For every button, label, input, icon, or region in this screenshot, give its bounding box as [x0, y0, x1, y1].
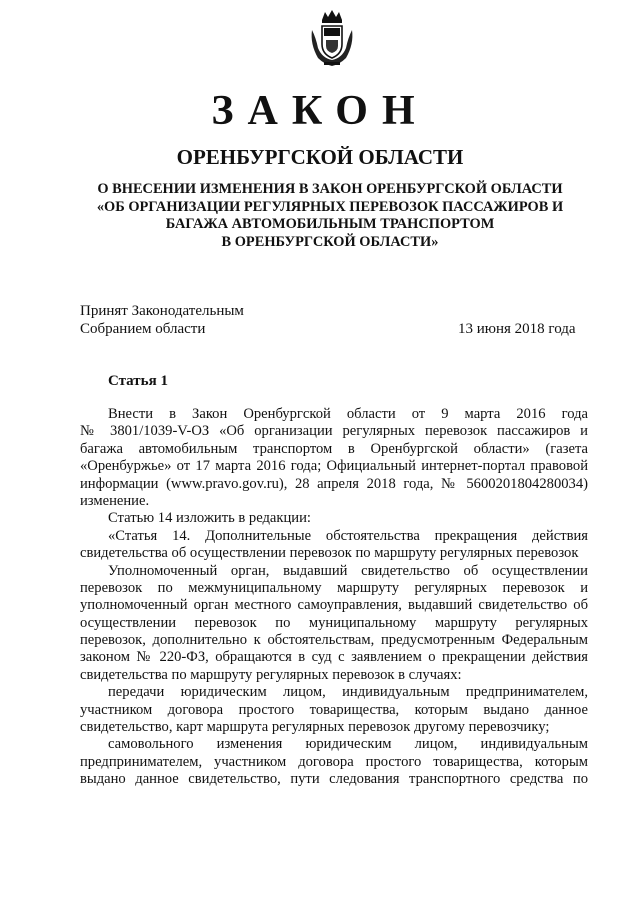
body-line: законом № 220-ФЗ, обращаются в суд с заявлением о прекращении действия	[80, 649, 588, 666]
body-line: передачи юридическим лицом, индивидуальным предпринимателем,	[108, 684, 588, 701]
body-line: самовольного изменения юридическим лицом, индивидуальным	[108, 736, 588, 753]
body-line: Статью 14 изложить в редакции:	[108, 510, 311, 527]
body-line: Уполномоченный орган, выдавший свидетельство об осуществлении	[108, 562, 588, 579]
body-line: № 3801/1039-V-ОЗ «Об организации регулярных перевозок пассажиров и	[80, 423, 588, 440]
body-line: «Статья 14. Дополнительные обстоятельства прекращения действия	[108, 527, 588, 544]
body-line: перевозок по межмуниципальному маршруту регулярных перевозок и	[80, 579, 588, 596]
orenburg-coat-of-arms-icon	[308, 8, 356, 68]
document-title: ЗАКОН	[211, 88, 429, 134]
region-title: ОРЕНБУРГСКОЙ ОБЛАСТИ	[176, 145, 464, 169]
body-line: свидетельства по маршруту регулярных перевозок в случаях:	[80, 666, 462, 683]
subtitle-line: О ВНЕСЕНИИ ИЗМЕНЕНИЯ В ЗАКОН ОРЕНБУРГСКОЙ ОБЛАСТИ	[97, 181, 563, 197]
subtitle-line: «ОБ ОРГАНИЗАЦИИ РЕГУЛЯРНЫХ ПЕРЕВОЗОК ПАССАЖИРОВ И	[96, 198, 564, 215]
adoption-block	[80, 302, 244, 338]
body-line: участником договора простого товарищества, которым выдано данное	[80, 701, 588, 718]
adoption-date: 13 июня 2018 года	[458, 321, 576, 337]
subtitle-line: БАГАЖА АВТОМОБИЛЬНЫМ ТРАНСПОРТОМ	[165, 216, 495, 232]
body-line: информации (www.pravo.gov.ru), 28 апреля 2018 года, № 5600201804280034)	[80, 475, 588, 492]
body-line: выдано данное свидетельство, пути следования транспортного средства по	[80, 771, 588, 788]
body-line: свидетельства об осуществлении перевозок по маршруту регулярных перевозок	[80, 545, 579, 562]
adoption-line: Принят Законодательным	[80, 303, 244, 319]
article-body	[80, 406, 588, 789]
body-line: Внести в Закон Оренбургской области от 9 марта 2016 года	[108, 406, 588, 422]
law-subtitle	[80, 181, 580, 251]
body-line: багажа автомобильным транспортом в Оренбургской области» (газета	[80, 440, 588, 457]
body-line: осуществлении перевозок по муниципальному маршруту регулярных	[80, 614, 588, 631]
body-line: изменение.	[80, 492, 150, 509]
body-line: «Оренбуржье» от 17 марта 2016 года; Официальный интернет-портал правовой	[80, 458, 588, 475]
article-heading: Статья 1	[108, 373, 168, 389]
body-line: перевозок, дополнительно к обстоятельствам, предусмотренным Федеральным	[80, 632, 588, 649]
body-line: уполномоченный орган местного самоуправления, выдавший свидетельство об	[80, 597, 588, 614]
adoption-line: Собранием области	[80, 321, 206, 337]
subtitle-line: В ОРЕНБУРГСКОЙ ОБЛАСТИ»	[221, 233, 439, 250]
body-line: предпринимателем, участником договора простого товарищества, которым	[80, 753, 588, 770]
body-line: свидетельство, карт маршрута регулярных перевозок другому перевозчику;	[80, 719, 550, 736]
